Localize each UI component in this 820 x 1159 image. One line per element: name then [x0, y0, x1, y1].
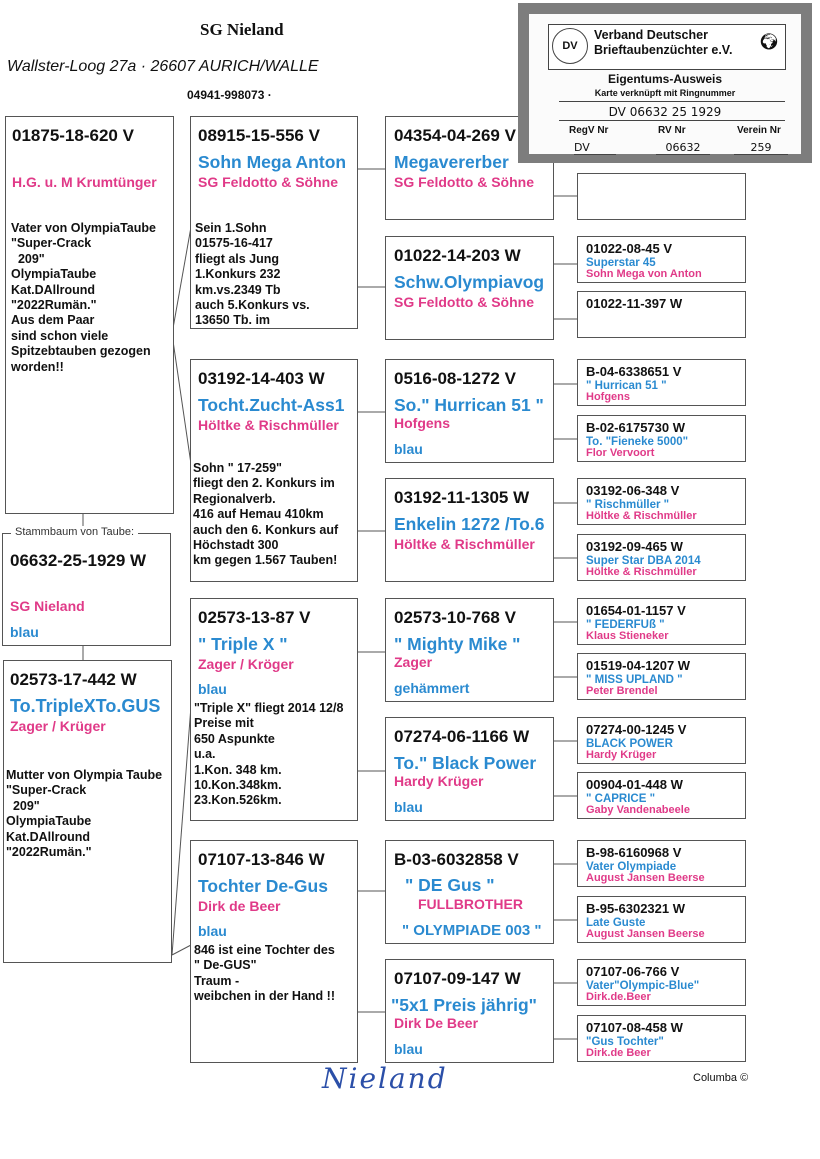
g4-ring: 03192-09-465 W — [586, 539, 683, 554]
grandparent-note: 846 ist eine Tochter des " De-GUS" Traum - weibchen in der Hand !! — [194, 943, 335, 1004]
subject-color: blau — [10, 624, 39, 640]
copyright-text: Columba © — [693, 1072, 749, 1084]
card-ring-number: DV 06632 25 1929 — [608, 105, 722, 119]
mother-breeder: Zager / Krüger — [10, 718, 106, 734]
owner-phone: 04941-998073 · — [187, 88, 272, 102]
subject-label: Stammbaum von Taube: — [11, 526, 138, 538]
g4-name: Superstar 45 — [586, 257, 656, 269]
g4-name: BLACK POWER — [586, 738, 673, 750]
grandparent-ring: 07107-13-846 W — [198, 850, 325, 869]
grandparent-ring: 02573-13-87 V — [198, 608, 311, 627]
g4-breeder: Dirk.de Beer — [586, 1047, 651, 1059]
subject-breeder: SG Nieland — [10, 598, 85, 614]
owner-signature: Nieland — [322, 1062, 448, 1095]
g4-breeder: Dirk.de.Beer — [586, 991, 651, 1003]
connector-line — [172, 227, 191, 334]
page-title: SG Nieland — [200, 20, 284, 39]
father-note: Vater von OlympiaTaube "Super-Crack 209" OlympiaTaube Kat.DAllround "2022Rumän." Aus dem Paar sind schon viele Spitzebtauben gezogen worden!! — [11, 221, 156, 374]
g4-ring: 07274-00-1245 V — [586, 722, 687, 737]
g4-ancestor-card[interactable] — [577, 959, 746, 1006]
divider — [559, 120, 785, 121]
g4-ancestor-card[interactable] — [577, 173, 746, 220]
connector-line — [172, 945, 191, 955]
g4-name: "Gus Tochter" — [586, 1036, 664, 1048]
grandparent-card[interactable] — [190, 116, 358, 329]
grandparent-card[interactable] — [190, 840, 358, 1063]
father-ring: 01875-18-620 V — [12, 126, 134, 145]
g4-breeder: Höltke & Rischmüller — [586, 510, 697, 522]
globe-icon: 🌍︎ — [758, 34, 779, 51]
grandparent-name: Sohn Mega Anton — [198, 152, 347, 172]
g4-name: " Hurrican 51 " — [586, 380, 667, 392]
grandparent-color: blau — [198, 681, 227, 697]
card-col-label: RV Nr — [658, 125, 686, 136]
g4-ring: 01519-04-1207 W — [586, 658, 691, 673]
card-col-value: 259 — [734, 141, 788, 155]
g4-ring: 00904-01-448 W — [586, 777, 683, 792]
g4-breeder: Hardy Krüger — [586, 749, 657, 761]
grandparent-name: Tocht.Zucht-Ass1 — [198, 395, 345, 415]
dv-logo-icon: DV — [552, 28, 588, 64]
mother-ring: 02573-17-442 W — [10, 670, 137, 689]
g4-ancestor-card[interactable] — [577, 840, 746, 887]
g4-ring: B-95-6302321 W — [586, 901, 685, 916]
father-card[interactable] — [5, 116, 174, 514]
father-breeder: H.G. u. M Krumtünger — [12, 174, 157, 190]
owner-address: Wallster-Loog 27a · 26607 AURICH/WALLE — [7, 58, 319, 75]
g4-name: To. "Fieneke 5000" — [586, 436, 689, 448]
g4-breeder: August Jansen Beerse — [586, 928, 705, 940]
connector-line — [172, 706, 191, 955]
g4-name: Super Star DBA 2014 — [586, 555, 701, 567]
card-subtitle: Karte verknüpft mit Ringnummer — [594, 88, 736, 98]
card-org-line1: Verband Deutscher — [594, 28, 708, 42]
grandparent-name: Tochter De-Gus — [198, 876, 328, 896]
ownership-card — [518, 3, 812, 163]
g4-name: " Rischmüller " — [586, 499, 670, 511]
g4-ancestor-card[interactable] — [577, 717, 746, 764]
g4-ring: 07107-06-766 V — [586, 964, 680, 979]
ggp-ring: 03192-11-1305 W — [394, 488, 530, 507]
ggp-name: Megavererber — [394, 152, 509, 172]
great-grandparent-card[interactable] — [385, 959, 554, 1063]
divider — [559, 101, 785, 102]
g4-ancestor-card[interactable] — [577, 772, 746, 819]
ggp-extra: " OLYMPIADE 003 " — [402, 922, 542, 939]
g4-name: " MISS UPLAND " — [586, 674, 683, 686]
card-header — [548, 24, 786, 70]
grandparent-note: "Triple X" fliegt 2014 12/8 Preise mit 650 Aspunkte u.a. 1.Kon. 348 km. 10.Kon.348km. 23.Kon.526km. — [194, 701, 344, 808]
g4-ancestor-card[interactable] — [577, 534, 746, 581]
card-col-label: RegV Nr — [569, 125, 609, 136]
ggp-breeder: Hardy Krüger — [394, 773, 484, 789]
ggp-breeder: Höltke & Rischmüller — [394, 536, 535, 552]
g4-name: Late Guste — [586, 917, 646, 929]
grandparent-ring: 08915-15-556 V — [198, 126, 320, 145]
ggp-ring: 07107-09-147 W — [394, 969, 521, 988]
ggp-color: blau — [394, 799, 423, 815]
grandparent-breeder: Dirk de Beer — [198, 898, 281, 914]
grandparent-breeder: SG Feldotto & Söhne — [198, 174, 338, 190]
ggp-color: blau — [394, 441, 423, 457]
ggp-name: Enkelin 1272 /To.6 — [394, 514, 545, 534]
g4-ancestor-card[interactable] — [577, 478, 746, 525]
subject-card[interactable] — [2, 526, 171, 646]
ggp-breeder: FULLBROTHER — [418, 896, 523, 912]
g4-ancestor-card[interactable] — [577, 359, 746, 406]
great-grandparent-card[interactable] — [385, 717, 554, 821]
grandparent-color: blau — [198, 923, 227, 939]
mother-card[interactable] — [3, 660, 172, 963]
ggp-name: To." Black Power — [394, 753, 537, 773]
ggp-color: blau — [394, 1041, 423, 1057]
g4-breeder: Flor Vervoort — [586, 447, 655, 459]
g4-ring: 01022-11-397 W — [586, 296, 683, 311]
subject-ring: 06632-25-1929 W — [10, 551, 147, 570]
ggp-ring: 01022-14-203 W — [394, 246, 521, 265]
ggp-ring: 07274-06-1166 W — [394, 727, 530, 746]
ggp-breeder: SG Feldotto & Söhne — [394, 294, 534, 310]
great-grandparent-card[interactable] — [385, 236, 554, 340]
ggp-ring: 02573-10-768 V — [394, 608, 516, 627]
great-grandparent-card[interactable] — [385, 478, 554, 582]
grandparent-breeder: Höltke & Rischmüller — [198, 417, 339, 433]
mother-note: Mutter von Olympia Taube "Super-Crack 209" OlympiaTaube Kat.DAllround "2022Rumän." — [6, 768, 163, 860]
g4-breeder: Hofgens — [586, 391, 630, 403]
g4-ring: B-98-6160968 V — [586, 845, 682, 860]
g4-name: " FEDERFUß " — [586, 619, 665, 631]
g4-ancestor-card[interactable] — [577, 1015, 746, 1062]
g4-ring: 01654-01-1157 V — [586, 603, 686, 618]
grandparent-card[interactable] — [190, 359, 358, 582]
ggp-breeder: Dirk De Beer — [394, 1015, 479, 1031]
card-col-value: DV — [574, 141, 616, 155]
great-grandparent-card[interactable] — [385, 840, 554, 944]
grandparent-note: Sohn " 17-259" fliegt den 2. Konkurs im Regionalverb. 416 auf Hemau 410km auch den 6. Konkurs auf Höchstadt 300 km gegen 1.567 Tauben! — [193, 461, 339, 568]
g4-ancestor-card[interactable] — [577, 598, 746, 645]
great-grandparent-card[interactable] — [385, 598, 554, 702]
card-col-label: Verein Nr — [737, 125, 781, 136]
g4-ancestor-card[interactable] — [577, 291, 746, 338]
g4-ring: 01022-08-45 V — [586, 241, 673, 256]
ggp-name: So." Hurrican 51 " — [394, 395, 544, 415]
card-org-name — [594, 28, 732, 58]
great-grandparent-card[interactable] — [385, 359, 554, 463]
ggp-breeder: SG Feldotto & Söhne — [394, 174, 534, 190]
ggp-ring: 04354-04-269 V — [394, 126, 516, 145]
grandparent-name: " Triple X " — [198, 634, 288, 654]
ggp-ring: 0516-08-1272 V — [394, 369, 516, 388]
g4-ring: 07107-08-458 W — [586, 1020, 683, 1035]
g4-ancestor-card[interactable] — [577, 653, 746, 700]
card-org-line2: Brieftaubenzüchter e.V. — [594, 43, 733, 57]
g4-breeder: Höltke & Rischmüller — [586, 566, 697, 578]
grandparent-ring: 03192-14-403 W — [198, 369, 325, 388]
ggp-name: Schw.Olympiavog — [394, 272, 545, 292]
g4-name: Vater"Olympic-Blue" — [586, 980, 700, 992]
g4-ancestor-card[interactable] — [577, 415, 746, 462]
card-title: Eigentums-Ausweis — [607, 72, 723, 86]
ggp-name: "5x1 Preis jährig" — [391, 995, 537, 1015]
ggp-name: " Mighty Mike " — [394, 634, 521, 654]
g4-breeder: Gaby Vandenabeele — [586, 804, 690, 816]
g4-ancestor-card[interactable] — [577, 896, 746, 943]
connector-line — [172, 334, 191, 464]
g4-breeder: Peter Brendel — [586, 685, 658, 697]
g4-name: " CAPRICE " — [586, 793, 656, 805]
g4-ancestor-card[interactable] — [577, 236, 746, 283]
ggp-name: " DE Gus " — [405, 875, 495, 895]
g4-ring: B-04-6338651 V — [586, 364, 682, 379]
g4-breeder: Sohn Mega von Anton — [586, 268, 702, 280]
grandparent-breeder: Zager / Kröger — [198, 656, 294, 672]
grandparent-note: Sein 1.Sohn 01575-16-417 fliegt als Jung 1.Konkurs 232 km.vs.2349 Tb auch 5.Konkurs vs. 13650 Tb. im — [195, 221, 310, 328]
ggp-breeder: Hofgens — [394, 415, 450, 431]
ggp-breeder: Zager — [394, 654, 433, 670]
g4-ring: 03192-06-348 V — [586, 483, 680, 498]
mother-name: To.TripleXTo.GUS — [10, 696, 161, 716]
ggp-color: gehämmert — [394, 680, 470, 696]
grandparent-card[interactable] — [190, 598, 358, 821]
card-col-value: 06632 — [656, 141, 710, 155]
ggp-ring: B-03-6032858 V — [394, 850, 519, 869]
g4-breeder: Klaus Stieneker — [586, 630, 669, 642]
g4-ring: B-02-6175730 W — [586, 420, 685, 435]
g4-breeder: August Jansen Beerse — [586, 872, 705, 884]
g4-name: Vater Olympiade — [586, 861, 677, 873]
